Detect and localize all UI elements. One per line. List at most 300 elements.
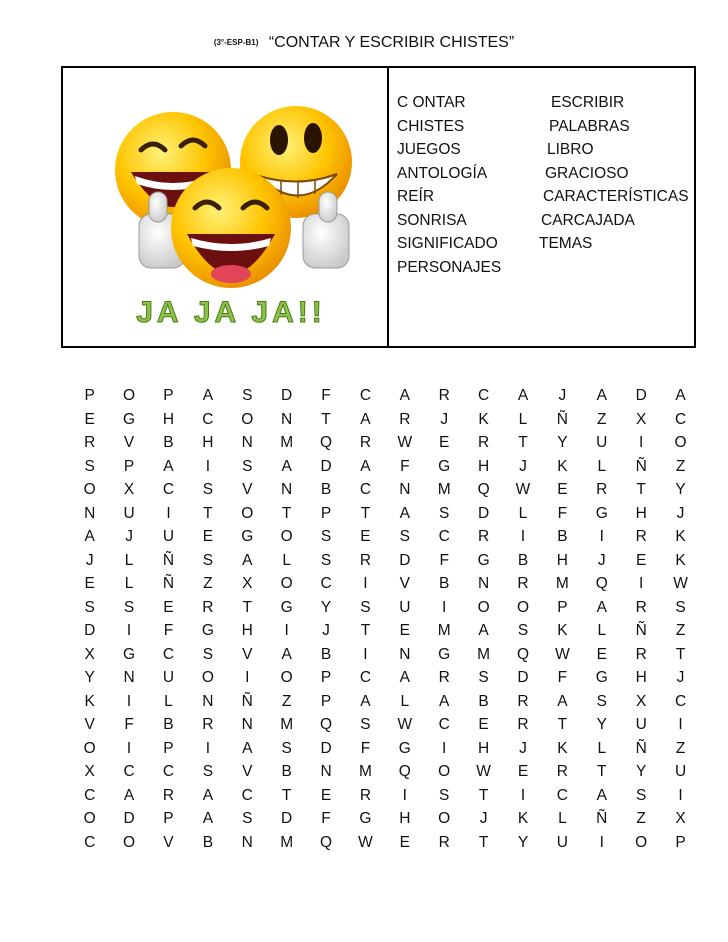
grid-row xyxy=(70,831,700,855)
grid-letter: S xyxy=(202,481,214,498)
grid-letter: I xyxy=(284,622,289,639)
grid-letter: Ñ xyxy=(162,575,175,592)
grid-letter: R xyxy=(84,434,96,451)
grid-letter: F xyxy=(557,504,568,522)
grid-letter: C xyxy=(674,692,687,710)
grid-letter: A xyxy=(281,645,292,663)
grid-letter: D xyxy=(84,622,96,639)
word-list xyxy=(397,94,697,282)
grid-row xyxy=(70,619,700,643)
grid-letter: R xyxy=(556,763,568,780)
grid-letter: J xyxy=(479,810,488,827)
grid-letter: L xyxy=(400,692,410,710)
grid-letter: R xyxy=(517,692,529,710)
grid-letter: P xyxy=(675,833,686,851)
grid-letter: E xyxy=(202,528,214,545)
grid-letter: L xyxy=(597,457,607,475)
grid-letter: Ñ xyxy=(635,622,647,639)
grid-letter: L xyxy=(597,739,607,757)
grid-letter: L xyxy=(124,551,134,569)
grid-letter: Q xyxy=(595,575,608,592)
grid-letter: C xyxy=(123,763,135,780)
grid-letter: I xyxy=(166,504,171,522)
grid-letter: I xyxy=(678,786,683,804)
grid-letter: A xyxy=(360,457,371,475)
grid-letter: I xyxy=(678,716,683,733)
grid-letter: Ñ xyxy=(556,410,568,428)
grid-letter: I xyxy=(205,457,211,475)
grid-letter: B xyxy=(478,692,489,710)
grid-letter: Z xyxy=(281,692,292,710)
grid-letter: H xyxy=(635,669,647,686)
word-row xyxy=(397,259,697,283)
grid-letter: H xyxy=(635,504,647,522)
grid-letter: S xyxy=(320,528,332,545)
grid-letter: O xyxy=(516,598,530,616)
grid-letter: R xyxy=(635,645,647,663)
grid-letter: L xyxy=(558,810,567,827)
grid-letter: M xyxy=(477,645,491,663)
word-item: GRACIOSO xyxy=(545,164,629,182)
grid-letter: U xyxy=(556,833,568,851)
grid-letter: E xyxy=(635,551,647,569)
grid-letter: Ñ xyxy=(162,551,175,569)
grid-letter: G xyxy=(280,598,293,616)
grid-letter: J xyxy=(676,669,685,686)
grid-letter: I xyxy=(402,786,407,804)
grid-row xyxy=(70,478,700,502)
grid-letter: W xyxy=(358,833,373,851)
grid-letter: R xyxy=(162,786,175,804)
grid-letter: U xyxy=(596,434,608,451)
grid-letter: I xyxy=(126,692,132,710)
grid-letter: C xyxy=(202,410,214,428)
grid-letter: R xyxy=(202,598,214,616)
grid-letter: H xyxy=(162,410,175,428)
grid-letter: C xyxy=(674,410,687,428)
grid-letter: A xyxy=(399,387,410,404)
grid-letter: L xyxy=(124,575,134,592)
grid-letter: A xyxy=(360,692,371,710)
grid-letter: Z xyxy=(675,739,686,757)
grid-letter: P xyxy=(163,387,174,404)
grid-row xyxy=(70,690,700,714)
grid-letter: R xyxy=(517,716,529,733)
grid-letter: C xyxy=(438,528,450,545)
grid-letter: N xyxy=(84,504,96,522)
grid-letter: S xyxy=(84,457,95,475)
grid-letter: R xyxy=(596,481,608,498)
word-item: ESCRIBIR xyxy=(551,94,625,111)
grid-row xyxy=(70,455,700,479)
grid-letter: K xyxy=(478,410,489,428)
grid-letter: S xyxy=(399,528,410,545)
grid-row xyxy=(70,431,700,455)
grid-letter: E xyxy=(517,763,529,780)
grid-letter: I xyxy=(126,739,132,757)
title-code: (3°-ESP-B1) xyxy=(213,38,259,47)
word-item: CHISTES xyxy=(397,117,465,135)
grid-letter: H xyxy=(241,622,253,639)
grid-letter: T xyxy=(360,622,371,639)
grid-letter: T xyxy=(518,434,528,451)
grid-letter: G xyxy=(398,739,411,757)
grid-letter: S xyxy=(242,387,253,404)
grid-letter: Y xyxy=(675,481,686,498)
grid-letter: I xyxy=(363,645,368,663)
grid-letter: O xyxy=(123,833,136,851)
grid-letter: O xyxy=(477,598,490,616)
grid-letter: C xyxy=(438,716,450,733)
grid-letter: Z xyxy=(203,575,213,592)
grid-letter: Z xyxy=(636,810,646,827)
grid-letter: Ñ xyxy=(635,457,647,475)
grid-letter: E xyxy=(399,622,410,639)
grid-letter: N xyxy=(281,481,293,498)
grid-letter: W xyxy=(515,481,531,498)
grid-letter: H xyxy=(399,810,411,827)
grid-letter: R xyxy=(438,669,450,686)
grid-letter: S xyxy=(360,598,371,616)
grid-letter: T xyxy=(478,833,489,851)
grid-letter: D xyxy=(478,504,490,522)
word-row xyxy=(397,94,697,118)
grid-letter: P xyxy=(84,387,95,404)
grid-letter: V xyxy=(399,575,410,592)
grid-letter: S xyxy=(478,669,489,686)
word-item: CARCAJADA xyxy=(541,211,635,229)
grid-letter: U xyxy=(123,504,135,522)
grid-letter: C xyxy=(359,387,372,404)
grid-letter: C xyxy=(162,481,175,498)
grid-letter: Y xyxy=(320,598,332,616)
grid-letter: E xyxy=(399,833,410,851)
grid-letter: B xyxy=(163,434,174,451)
grid-letter: R xyxy=(202,716,214,733)
grid-letter: Ñ xyxy=(241,692,253,710)
word-item: C ONTAR xyxy=(397,94,466,111)
grid-letter: M xyxy=(280,833,294,851)
grid-letter: P xyxy=(163,739,174,757)
word-item: SIGNIFICADO xyxy=(397,235,498,252)
grid-letter: Y xyxy=(84,669,95,686)
grid-letter: E xyxy=(596,645,607,663)
grid-letter: A xyxy=(675,387,686,404)
grid-letter: T xyxy=(203,504,213,522)
grid-letter: J xyxy=(125,528,133,545)
grid-letter: E xyxy=(557,481,568,498)
grid-letter: X xyxy=(675,810,686,827)
grid-letter: N xyxy=(399,481,411,498)
grid-letter: U xyxy=(674,763,687,780)
grid-letter: K xyxy=(84,692,95,710)
grid-letter: S xyxy=(596,692,607,710)
grid-letter: G xyxy=(438,645,451,663)
grid-letter: R xyxy=(478,528,490,545)
grid-letter: A xyxy=(399,669,410,686)
grid-letter: A xyxy=(596,387,607,404)
grid-row xyxy=(70,549,700,573)
grid-letter: J xyxy=(558,387,567,404)
grid-letter: P xyxy=(557,598,568,616)
grid-letter: O xyxy=(280,669,293,686)
grid-letter: M xyxy=(555,575,569,592)
grid-letter: E xyxy=(439,434,450,451)
grid-letter: I xyxy=(599,528,604,545)
grid-letter: I xyxy=(520,528,526,545)
grid-letter: S xyxy=(360,716,371,733)
grid-letter: Q xyxy=(477,481,490,498)
grid-letter: S xyxy=(517,622,529,639)
box-divider xyxy=(387,68,389,346)
word-row xyxy=(397,141,697,165)
grid-letter: E xyxy=(360,528,371,545)
grid-letter: S xyxy=(202,551,214,569)
grid-letter: S xyxy=(242,810,253,827)
grid-letter: H xyxy=(478,739,490,757)
grid-letter: Y xyxy=(635,763,647,780)
grid-letter: I xyxy=(639,575,644,592)
grid-letter: D xyxy=(320,739,332,757)
word-item: SONRISA xyxy=(397,211,467,229)
word-box xyxy=(61,66,696,348)
word-item: LIBRO xyxy=(547,141,594,158)
grid-letter: G xyxy=(123,410,136,428)
grid-letter: Ñ xyxy=(596,810,608,827)
grid-letter: O xyxy=(674,434,687,451)
grid-letter: Ñ xyxy=(635,739,647,757)
grid-letter: V xyxy=(123,434,135,451)
word-row xyxy=(397,212,697,236)
grid-letter: Y xyxy=(596,716,607,733)
grid-letter: B xyxy=(202,833,214,851)
grid-letter: X xyxy=(635,692,647,710)
grid-letter: Y xyxy=(557,434,568,451)
grid-letter: C xyxy=(359,669,372,686)
grid-letter: X xyxy=(635,410,647,428)
grid-letter: T xyxy=(478,786,489,804)
grid-letter: N xyxy=(123,669,135,686)
grid-letter: T xyxy=(321,410,331,428)
grid-letter: Q xyxy=(320,716,333,733)
grid-letter: C xyxy=(320,575,332,592)
grid-letter: A xyxy=(517,387,529,404)
grid-letter: R xyxy=(438,387,450,404)
grid-letter: W xyxy=(476,763,491,780)
grid-letter: X xyxy=(84,645,95,663)
grid-letter: O xyxy=(635,833,648,851)
grid-letter: A xyxy=(557,692,568,710)
grid-letter: A xyxy=(596,786,607,804)
grid-letter: L xyxy=(164,692,173,710)
grid-letter: D xyxy=(123,810,135,827)
grid-letter: S xyxy=(242,457,253,475)
grid-letter: K xyxy=(557,739,568,757)
grid-letter: W xyxy=(397,716,413,733)
grid-letter: A xyxy=(202,786,214,804)
grid-letter: T xyxy=(675,645,686,663)
grid-letter: I xyxy=(205,739,211,757)
grid-letter: S xyxy=(84,598,95,616)
grid-row xyxy=(70,408,700,432)
grid-letter: X xyxy=(242,575,253,592)
grid-letter: S xyxy=(675,598,686,616)
grid-letter: O xyxy=(83,810,96,827)
grid-letter: S xyxy=(320,551,332,569)
grid-letter: Z xyxy=(597,410,607,428)
grid-letter: W xyxy=(555,645,570,663)
grid-letter: B xyxy=(517,551,529,569)
grid-row xyxy=(70,713,700,737)
grid-letter: M xyxy=(280,716,294,733)
grid-letter: A xyxy=(399,504,410,522)
grid-letter: P xyxy=(123,457,135,475)
word-item: CARACTERÍSTICAS xyxy=(543,188,689,205)
grid-letter: W xyxy=(397,434,413,451)
grid-letter: D xyxy=(635,387,647,404)
grid-letter: M xyxy=(280,434,294,451)
grid-letter: G xyxy=(359,810,372,827)
grid-letter: A xyxy=(84,528,95,545)
grid-letter: C xyxy=(359,481,372,498)
grid-letter: J xyxy=(440,410,449,428)
grid-letter: J xyxy=(519,457,527,475)
grid-letter: I xyxy=(639,434,644,451)
grid-letter: I xyxy=(363,575,368,592)
word-row xyxy=(397,188,697,212)
grid-letter: D xyxy=(399,551,411,569)
grid-letter: D xyxy=(517,669,529,686)
grid-letter: F xyxy=(557,669,568,686)
grid-row xyxy=(70,525,700,549)
grid-letter: A xyxy=(242,739,253,757)
grid-row xyxy=(70,807,700,831)
grid-letter: R xyxy=(517,575,529,592)
grid-letter: E xyxy=(163,598,174,616)
grid-letter: I xyxy=(442,739,447,757)
grid-letter: D xyxy=(281,810,293,827)
grid-letter: D xyxy=(281,387,293,404)
grid-letter: G xyxy=(595,504,608,522)
grid-letter: A xyxy=(242,551,253,569)
grid-letter: L xyxy=(597,622,607,639)
grid-letter: Q xyxy=(320,434,333,451)
grid-letter: N xyxy=(202,692,214,710)
grid-letter: I xyxy=(126,622,132,639)
grid-letter: O xyxy=(83,481,96,498)
grid-letter: O xyxy=(241,504,254,522)
word-item: PERSONAJES xyxy=(397,258,502,276)
grid-letter: C xyxy=(556,786,568,804)
grid-letter: R xyxy=(478,434,490,451)
grid-letter: Z xyxy=(675,622,686,639)
grid-letter: K xyxy=(557,622,568,639)
grid-letter: S xyxy=(439,504,450,522)
grid-letter: G xyxy=(201,622,214,639)
grid-letter: I xyxy=(442,598,447,616)
grid-letter: X xyxy=(123,481,135,498)
grid-letter: H xyxy=(202,434,214,451)
grid-letter: A xyxy=(281,457,292,475)
grid-letter: F xyxy=(124,716,134,733)
grid-letter: L xyxy=(282,551,291,569)
grid-row xyxy=(70,643,700,667)
grid-letter: A xyxy=(202,810,214,827)
grid-letter: Q xyxy=(320,833,333,851)
grid-letter: E xyxy=(320,786,332,804)
grid-letter: U xyxy=(162,528,175,545)
grid-letter: F xyxy=(163,622,174,639)
grid-letter: N xyxy=(281,410,293,428)
title-text: “CONTAR Y ESCRIBIR CHISTES” xyxy=(268,34,515,51)
grid-letter: N xyxy=(241,434,253,451)
grid-letter: S xyxy=(202,763,214,780)
grid-row xyxy=(70,572,700,596)
grid-letter: N xyxy=(241,833,253,851)
grid-letter: S xyxy=(202,645,214,663)
grid-letter: X xyxy=(84,763,95,780)
grid-letter: V xyxy=(242,645,253,663)
word-item: JUEGOS xyxy=(397,141,461,158)
word-item: REÍR xyxy=(397,188,435,205)
grid-letter: M xyxy=(437,481,451,498)
grid-letter: B xyxy=(163,716,174,733)
grid-letter: C xyxy=(84,786,96,804)
grid-letter: B xyxy=(320,645,332,663)
grid-letter: N xyxy=(320,763,332,780)
grid-letter: F xyxy=(321,387,331,404)
grid-letter: E xyxy=(84,410,95,428)
grid-letter: J xyxy=(322,622,330,639)
grid-letter: I xyxy=(520,786,526,804)
grid-letter: J xyxy=(676,504,685,522)
grid-row xyxy=(70,666,700,690)
grid-letter: Y xyxy=(517,833,529,851)
grid-letter: B xyxy=(281,763,292,780)
grid-letter: O xyxy=(123,387,136,404)
grid-letter: N xyxy=(399,645,411,663)
grid-letter: T xyxy=(597,763,607,780)
grid-row xyxy=(70,737,700,761)
grid-letter: Q xyxy=(398,763,411,780)
grid-letter: C xyxy=(478,387,490,404)
grid-letter: C xyxy=(162,763,175,780)
grid-letter: O xyxy=(438,763,451,780)
grid-letter: A xyxy=(123,786,135,804)
image-caption: JA JA JA!! xyxy=(136,296,326,329)
grid-letter: P xyxy=(320,504,332,522)
grid-letter: T xyxy=(281,504,292,522)
word-item: TEMAS xyxy=(539,235,593,252)
grid-letter: W xyxy=(673,575,688,592)
grid-letter: F xyxy=(400,457,410,475)
grid-letter: V xyxy=(242,763,253,780)
grid-letter: R xyxy=(359,434,372,451)
grid-letter: N xyxy=(241,716,253,733)
grid-letter: R xyxy=(438,833,450,851)
grid-letter: G xyxy=(477,551,490,569)
grid-letter: R xyxy=(635,528,647,545)
grid-letter: O xyxy=(280,575,293,592)
grid-letter: R xyxy=(635,598,647,616)
grid-letter: O xyxy=(201,669,214,686)
word-row xyxy=(397,118,697,142)
grid-letter: T xyxy=(360,504,371,522)
grid-letter: G xyxy=(123,645,136,663)
document-title xyxy=(0,34,728,52)
grid-letter: E xyxy=(478,716,489,733)
grid-letter: T xyxy=(281,786,292,804)
